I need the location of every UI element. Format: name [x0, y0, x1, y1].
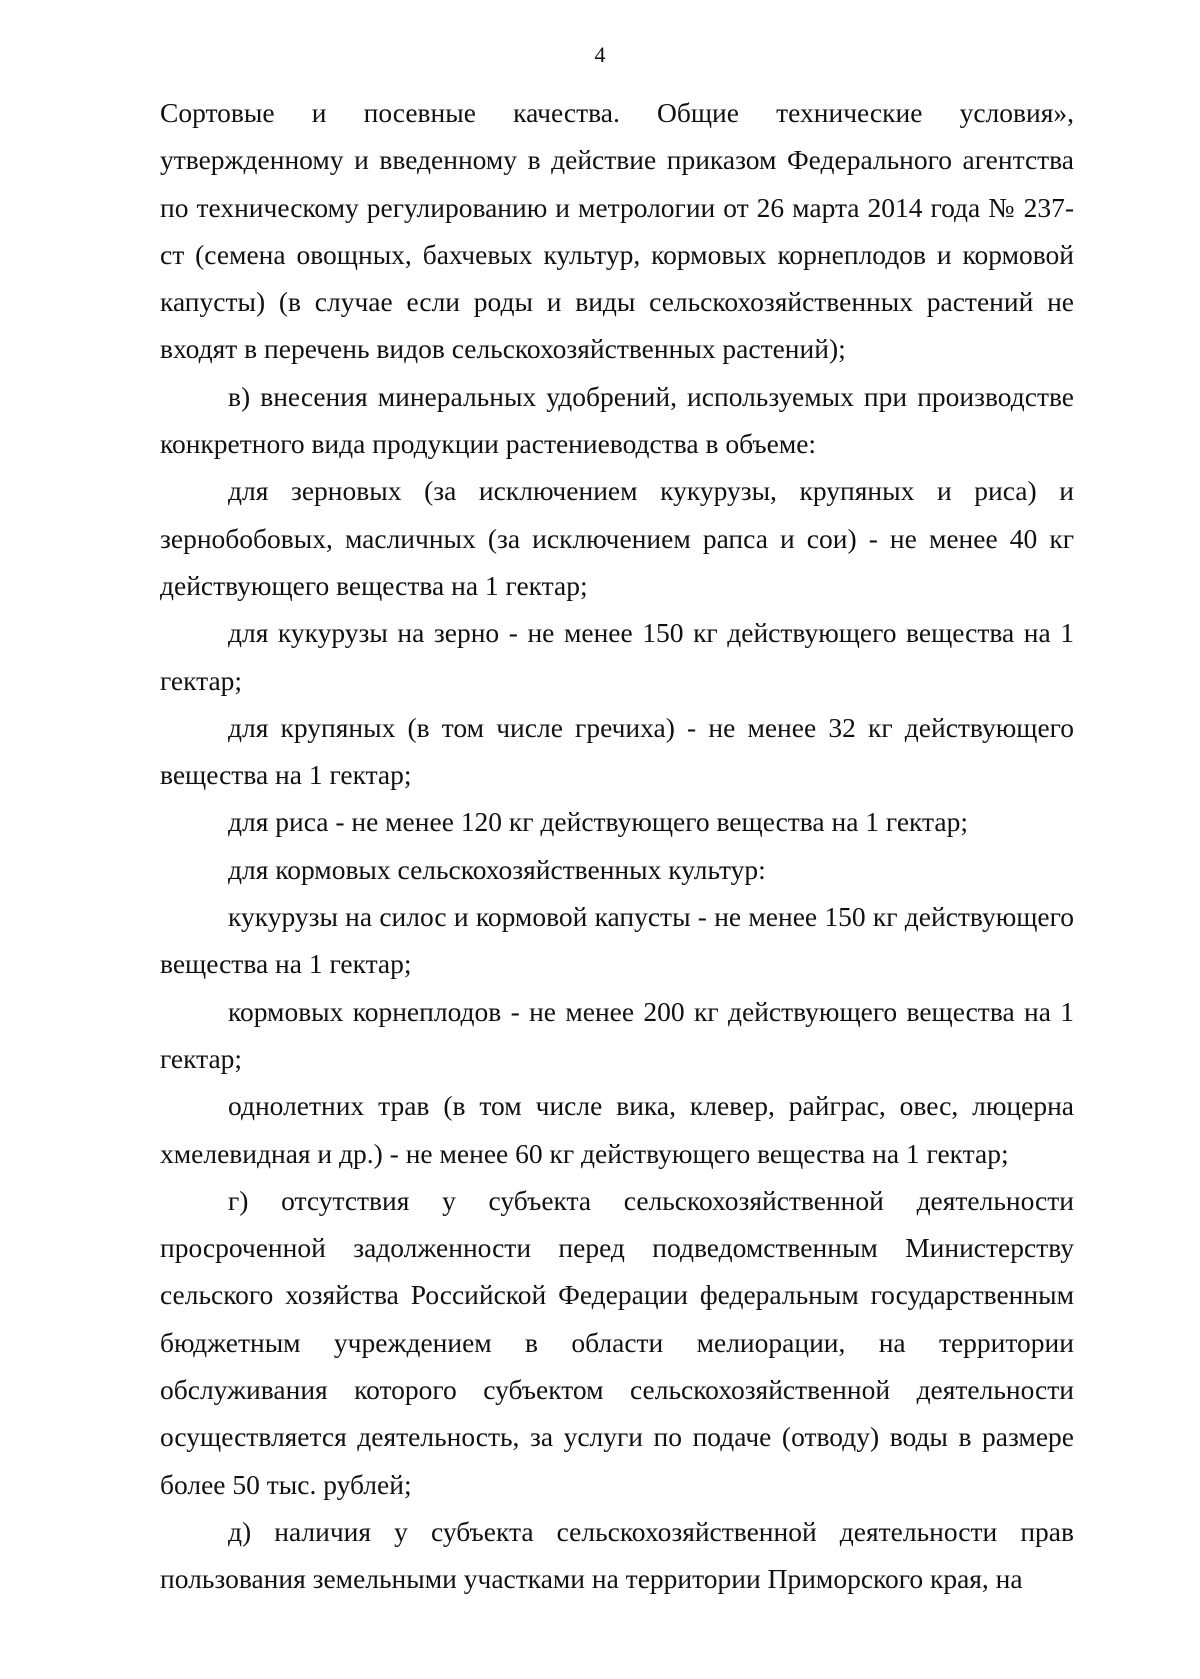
paragraph-annual-grasses: однолетних трав (в том числе вика, клевер, райграс, овес, люцерна хмелевидная и др.) - не менее 60 кг действующего вещества на 1 гектар;: [160, 1090, 1074, 1169]
paragraph-groats: для крупяных (в том числе гречиха) - не менее 32 кг действующего вещества на 1 гектар;: [160, 711, 1074, 791]
paragraph-rice: для риса - не менее 120 кг действующего вещества на 1 гектар;: [228, 806, 969, 838]
paragraph-grain: для зерновых (за исключением кукурузы, крупяных и риса) и зернобобовых, масличных (за исключением рапса и сои) - не менее 40 кг действующего вещества на 1 гектар;: [160, 475, 1074, 601]
paragraph-fodder-roots: кормовых корнеплодов - не менее 200 кг действующего вещества на 1 гектар;: [160, 995, 1074, 1074]
paragraph-standard-reference: Сортовые и посевные качества. Общие технические условия», утвержденному и введенному в действие приказом Федерального агентства по техническому регулированию и метрологии от 26 марта 2014 года № 237-ст (семена овощных, бахчевых культур, кормовых корнеплодов и кормовой капусты) (в случае если роды и виды сельскохозяйственных растений не входят в перечень видов сельскохозяйственных растений);: [160, 97, 1074, 365]
paragraph-item-d: д) наличия у субъекта сельскохозяйственной деятельности прав пользования земельными участками на территории Приморского края, на: [160, 1515, 1074, 1595]
page-number: 4: [594, 42, 606, 67]
document-body: [160, 89, 1074, 1603]
paragraph-item-v: в) внесения минеральных удобрений, используемых при производстве конкретного вида продукции растениеводства в объеме:: [160, 380, 1074, 460]
paragraph-silage-corn: кукурузы на силос и кормовой капусты - не менее 150 кг действующего вещества на 1 гектар;: [160, 901, 1074, 980]
paragraph-fodder-crops: для кормовых сельскохозяйственных культур:: [228, 853, 766, 885]
paragraph-corn-grain: для кукурузы на зерно - не менее 150 кг действующего вещества на 1 гектар;: [160, 617, 1074, 696]
paragraph-item-g: г) отсутствия у субъекта сельскохозяйственной деятельности просроченной задолженности перед подведомственным Министерству сельского хозяйства Российской Федерации федеральным государственным бюджетным учреждением в области мелиорации, на территории обслуживания которого субъектом сельскохозяйственной деятельности осуществляется деятельность, за услуги по подаче (отводу) воды в размере более 50 тыс. рублей;: [160, 1184, 1074, 1500]
